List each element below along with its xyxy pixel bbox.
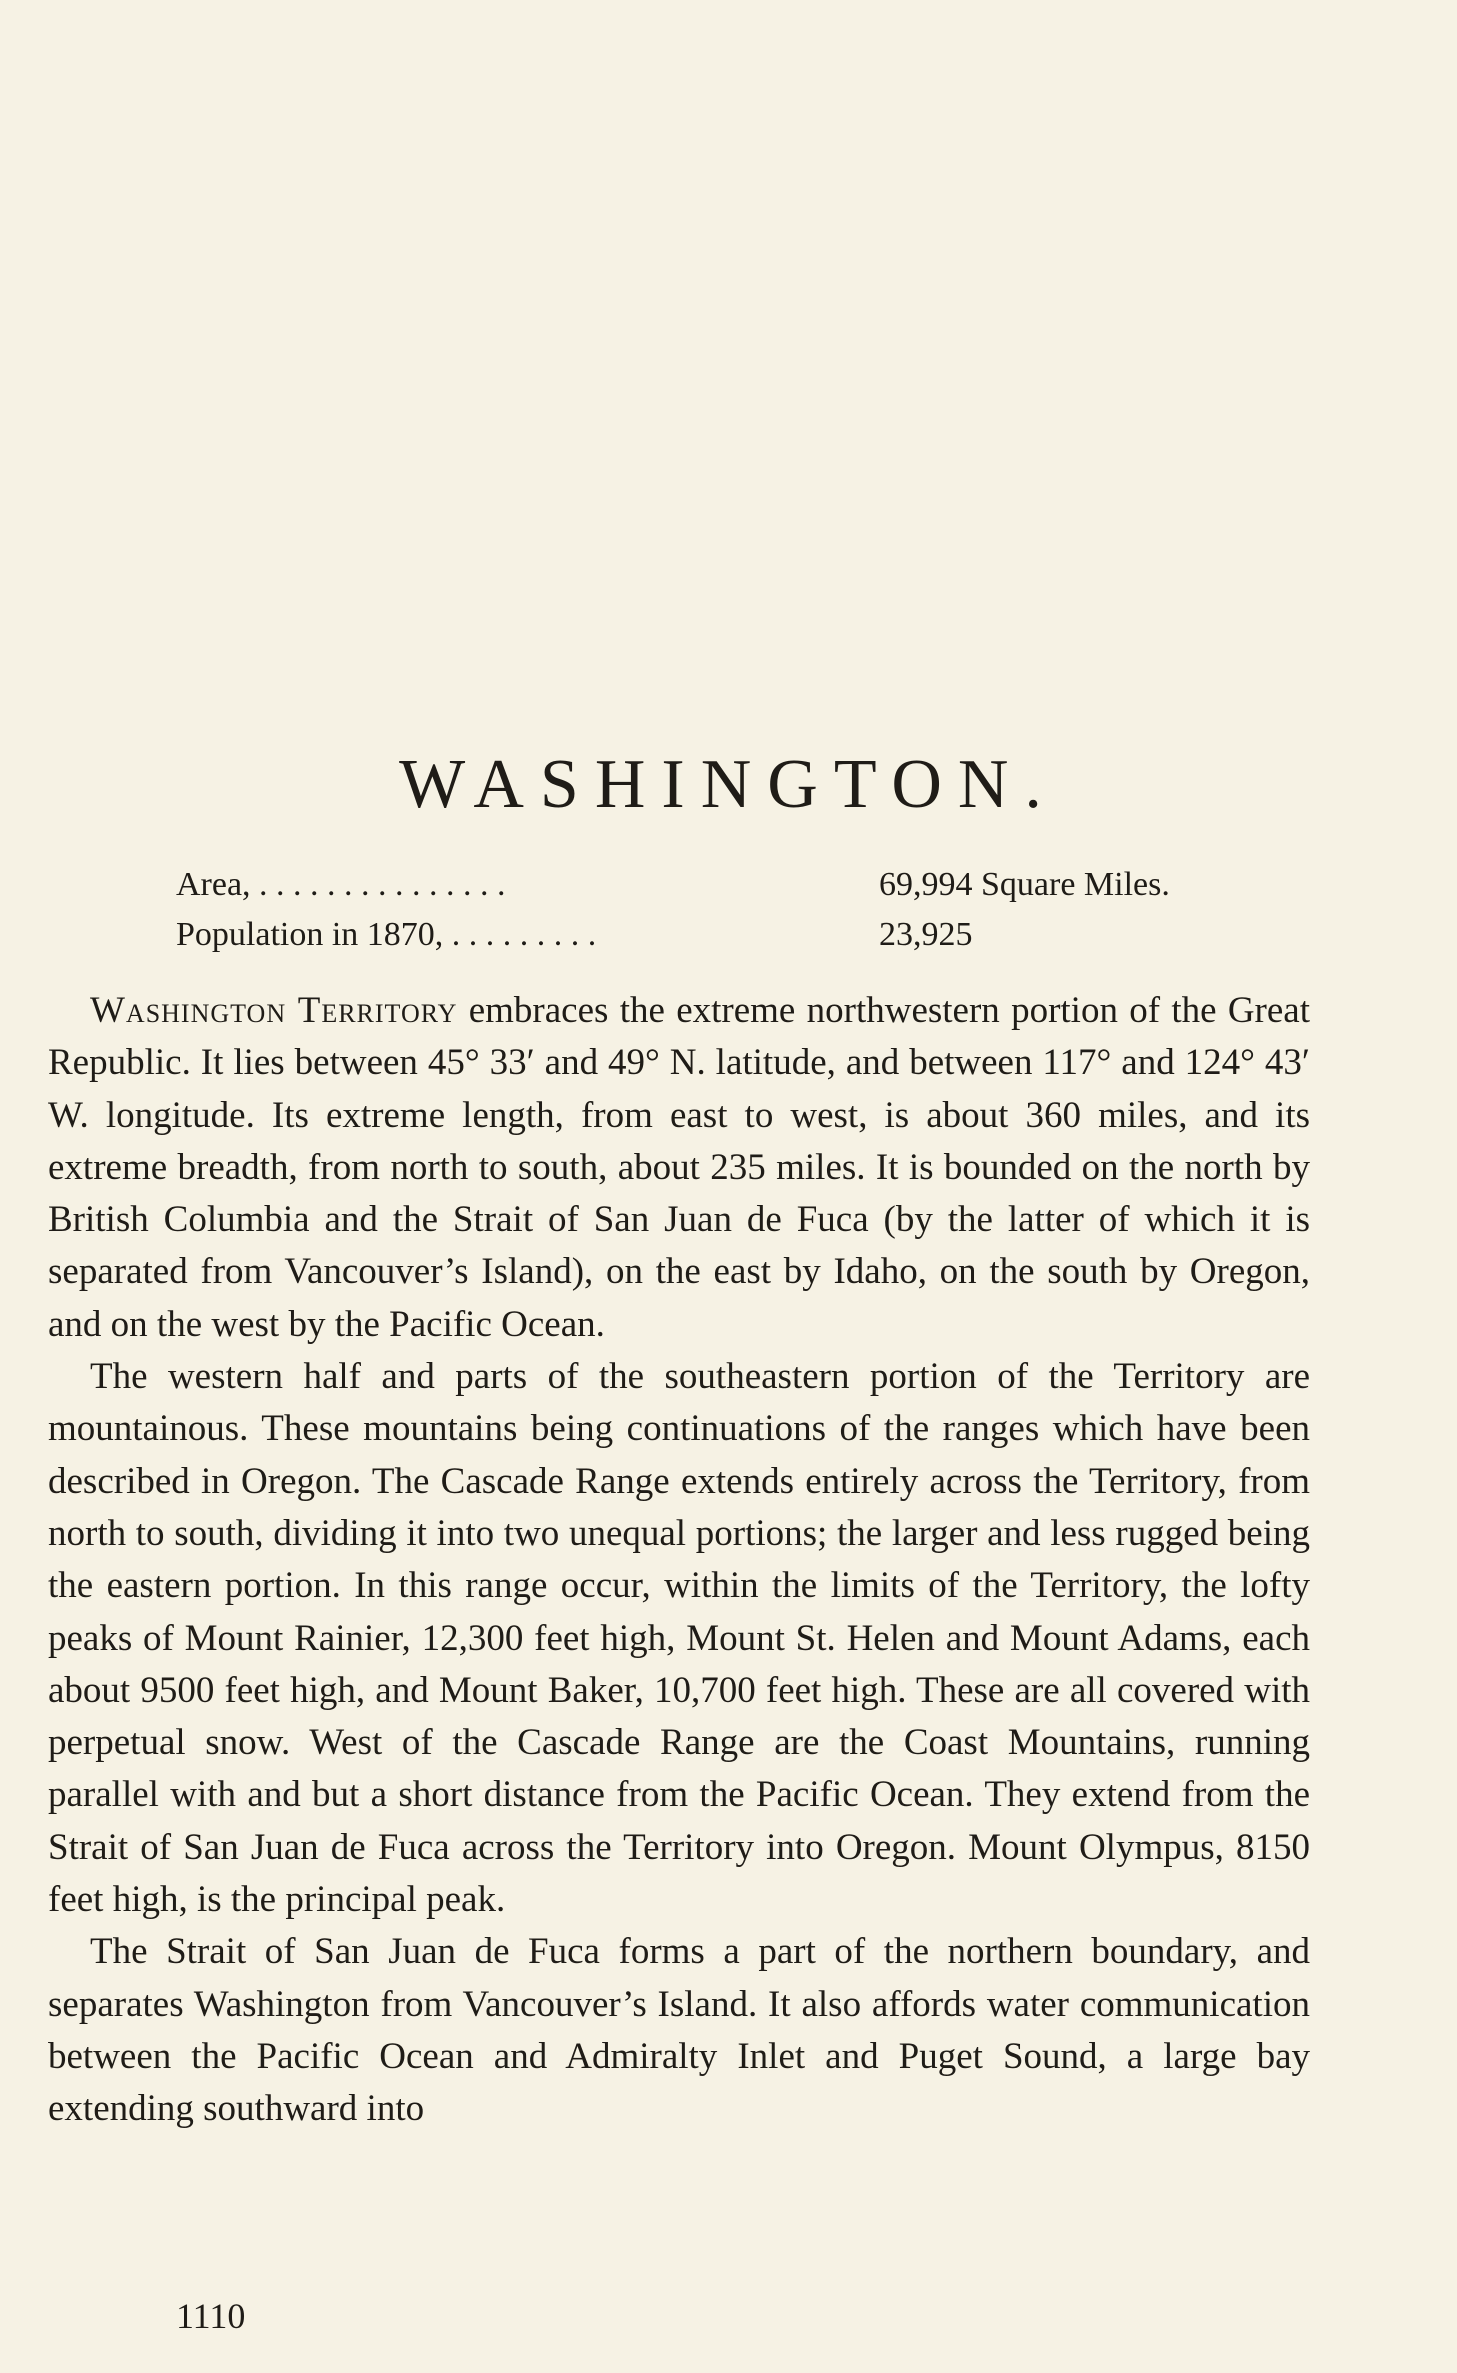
stat-label: Population in 1870, . . . . . . . . .	[176, 916, 597, 953]
paragraph-text: The western half and parts of the southeastern portion of the Territory are mountainous. These mountains being continuations of the ranges which have been described in Oregon. The Cascade Range extends entirely across the Territory, from north to south, dividing it into two unequal portions; the larger and less rugged being the eastern portion. In this range occur, within the limits of the Territory, the lofty peaks of Mount Rainier, 12,300 feet high, Mount St. Helen and Mount Adams, each about 9500 feet high, and Mount Baker, 10,700 feet high. These are all covered with perpetual snow. West of the Cascade Range are the Coast Mountains, running parallel with and but a short distance from the Pacific Ocean. They extend from the Strait of San Juan de Fuca across the Territory into Oregon. Mount Olympus, 8150 feet high, is the principal peak.	[48, 1356, 1310, 1921]
page-title: WASHINGTON.	[399, 746, 1058, 823]
stat-row-area	[176, 860, 1256, 910]
stat-value: 69,994 Square Miles.	[879, 866, 1170, 903]
paragraph-text: embraces the extreme northwestern portion of the Great Republic. It lies between 45° 33′ and 49° N. latitude, and between 117° and 124° 43′ W. longitude. Its extreme length, from east to west, is about 360 miles, and its extreme breadth, from north to south, about 235 miles. It is bounded on the north by British Columbia and the Strait of San Juan de Fuca (by the latter of which it is separated from Vancouver’s Island), on the east by Idaho, on the south by Oregon, and on the west by the Pacific Ocean.	[48, 990, 1311, 1345]
paragraph	[48, 985, 1310, 1351]
paragraph-lead: Washington Territory	[90, 990, 458, 1031]
paragraph-text: The Strait of San Juan de Fuca forms a part of the northern boundary, and separates Washington from Vancouver’s Island. It also affords water communication between the Pacific Ocean and Admiralty Inlet and Puget Sound, a large bay extending southward into	[48, 1931, 1310, 2130]
stat-row-population	[176, 910, 1256, 960]
stat-value: 23,925	[879, 916, 973, 953]
stat-label: Area, . . . . . . . . . . . . . . .	[176, 866, 506, 903]
statistics-block	[176, 860, 1256, 960]
paragraph	[48, 1926, 1310, 2135]
paragraph	[48, 1351, 1310, 1926]
body-text	[48, 985, 1310, 2136]
page-number: 1110	[176, 2296, 246, 2336]
